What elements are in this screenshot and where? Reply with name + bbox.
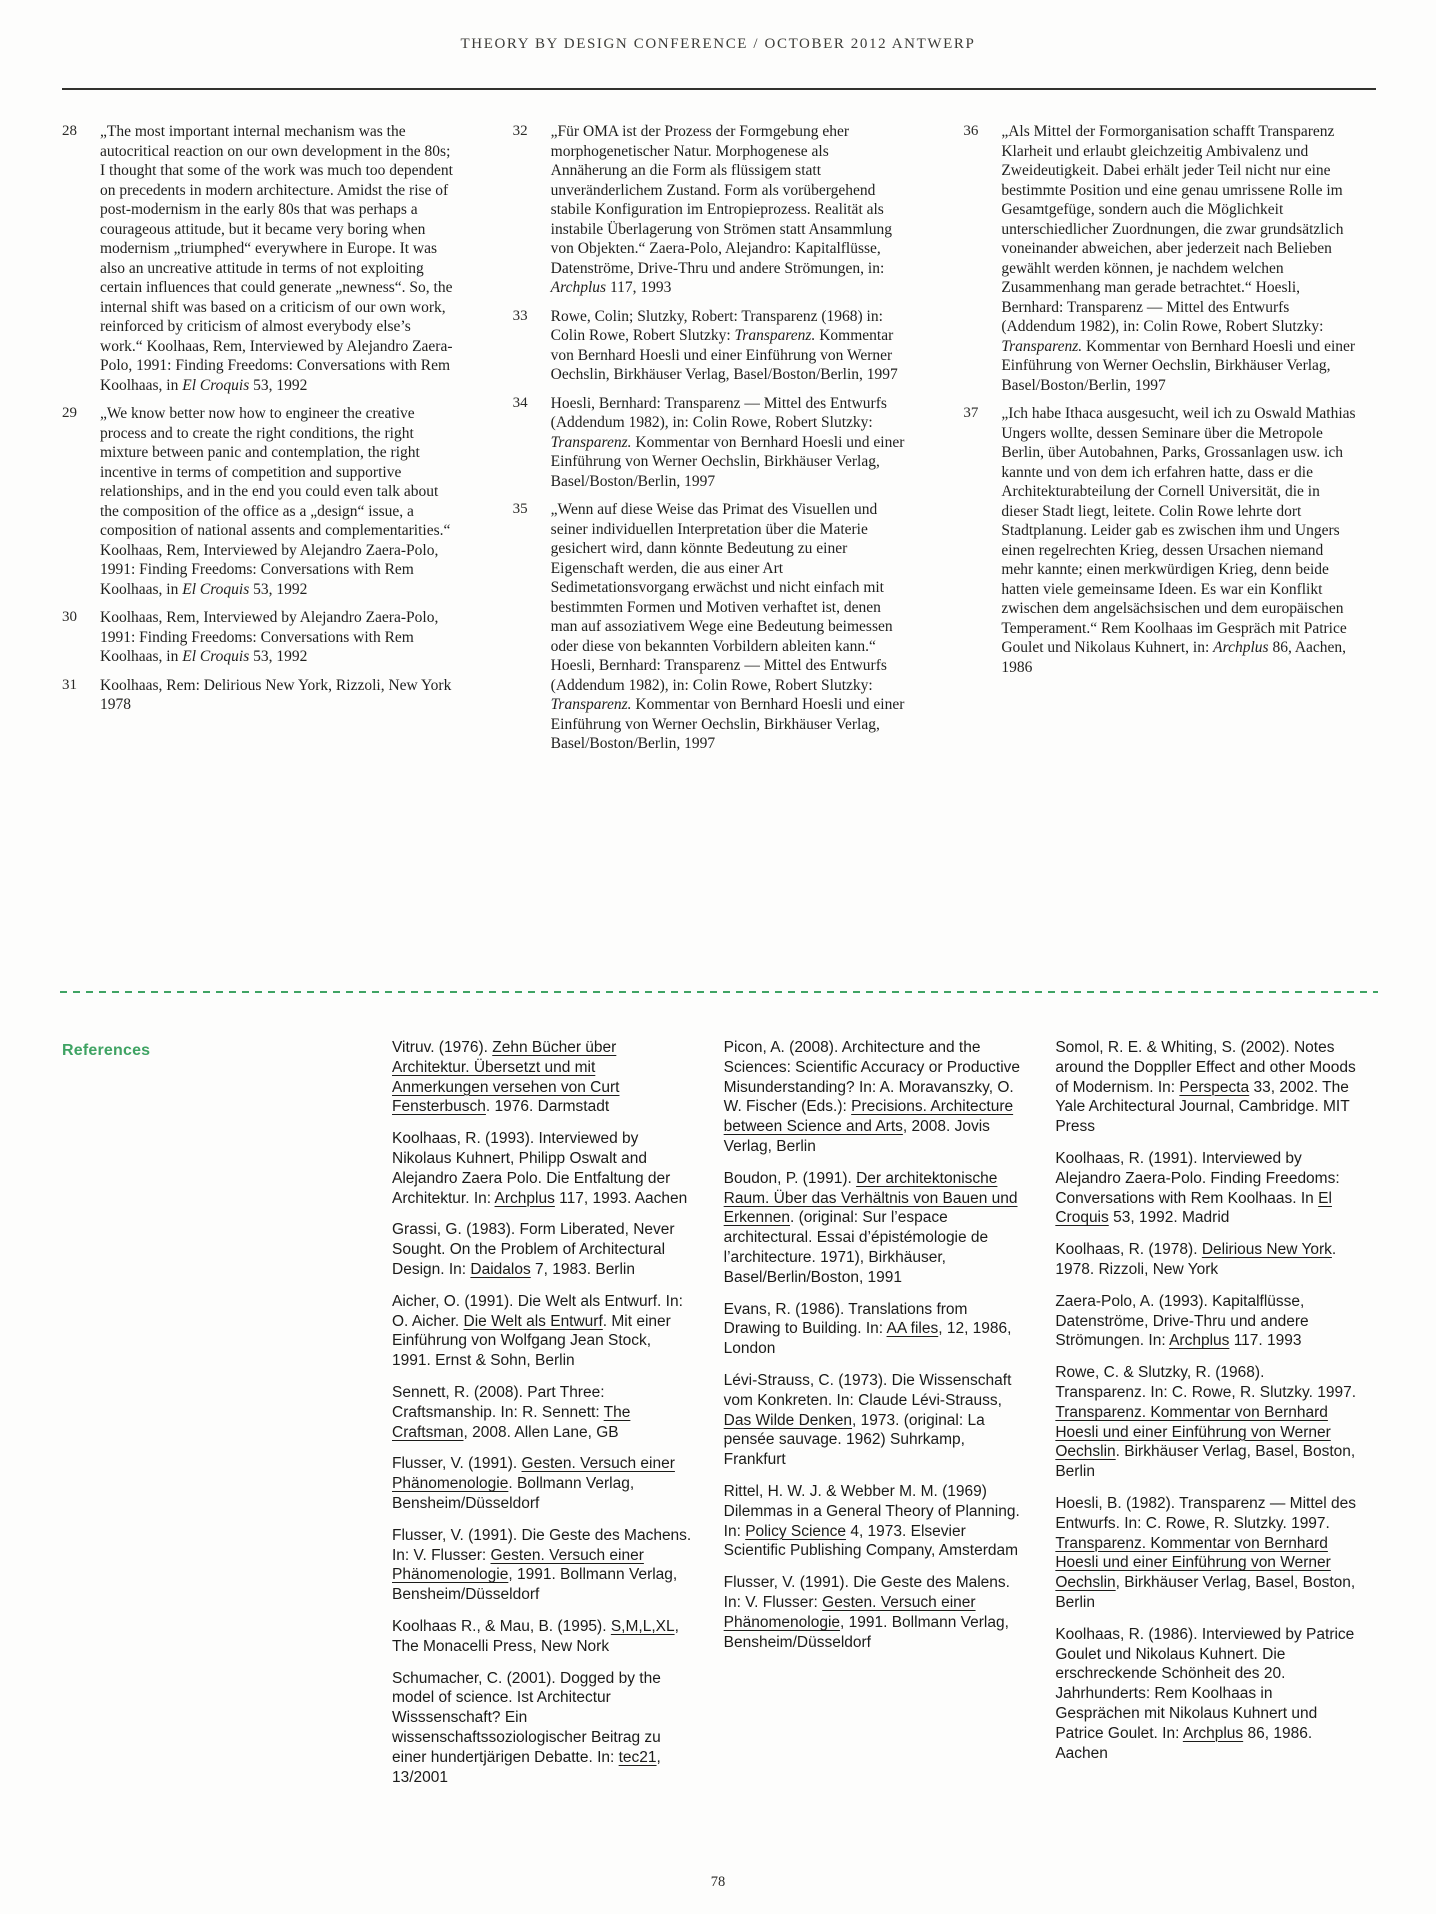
conference-header-title: THEORY BY DESIGN CONFERENCE / OCTOBER 2012 ANTWERP: [460, 36, 976, 52]
text-segment: , 1973. (original: La pensée sauvage. 1962) Suhrkamp, Frankfurt: [723, 1411, 985, 1469]
text-segment: „We know better now how to engineer the creative process and to create the right conditions, the right mixture between panic and contemplation, the right incentive in terms of competition and supportive relationships, and in the end you could even talk about the composition of the office as a „design“ issue, a composition of national assents and complementarities.“ Koolhaas, Rem, Interviewed by Alejandro Zaera-Polo, 1991: Finding Freedoms: Conversations with Rem Koolhaas, in: [100, 405, 451, 598]
references-column: [1055, 1038, 1356, 1799]
underlined-title: Gesten. Versuch einer Phänomenologie: [392, 1546, 644, 1584]
header-rule: [62, 88, 1376, 90]
text-segment: „Wenn auf diese Weise das Primat des Visuellen und seiner individuellen Interpretation über die Materie gesichert wird, dann könnte Bedeutung zu einer Eigenschaft werden, die aus einer Art Sedimetationsvorgang erwächst und nicht einfach mit bestimmten Formen und Motiven verhaftet ist, denen man auf assoziativem Wege eine Bedeutung beimessen oder diese von bekannten Vorbildern ableiten kann.“ Hoesli, Bernhard: Transparenz — Mittel des Entwurfs (Addendum 1982), in: Colin Rowe, Robert Slutzky:: [550, 501, 893, 694]
reference-entry: [392, 1038, 693, 1117]
endnote: [62, 122, 455, 395]
underlined-title: Der architektonische Raum. Über das Verhältnis von Bauen und Erkennen: [723, 1169, 1018, 1227]
reference-entry: [1055, 1292, 1356, 1351]
text-segment: Rowe, Colin; Slutzky, Robert: Transparenz (1968) in: Colin Rowe, Robert Slutzky:: [550, 307, 883, 344]
italic-title: Transparenz.: [550, 696, 632, 713]
italic-title: Transparenz.: [1001, 337, 1083, 355]
text-segment: 4, 1973. Elsevier Scientific Publishing Company, Amsterdam: [723, 1522, 1019, 1560]
text-segment: Flusser, V. (1991). Die Geste des Machens. In: V. Flusser:: [392, 1526, 692, 1564]
underlined-title: Zehn Bücher über Architektur. Übersetzt und mit Anmerkungen versehen von Curt Fensterbusch: [392, 1039, 620, 1116]
underlined-title: AA files: [886, 1320, 939, 1338]
references-columns: [392, 1038, 1356, 1799]
references-label: References: [62, 1042, 151, 1059]
text-segment: 117, 1993. Aachen: [554, 1189, 688, 1207]
text-segment: , The Monacelli Press, New Nork: [392, 1617, 679, 1655]
reference-entry: [1055, 1494, 1356, 1613]
note-text: [1001, 404, 1356, 677]
underlined-title: S,M,L,XL: [610, 1617, 675, 1635]
underlined-title: Das Wilde Denken: [723, 1411, 853, 1429]
text-segment: 86, 1986. Aachen: [1055, 1724, 1313, 1762]
note-text: [100, 608, 455, 667]
text-segment: Zaera-Polo, A. (1993). Kapitalflüsse, Datenströme, Drive-Thru und andere Strömungen. In:: [1055, 1292, 1309, 1350]
text-segment: Kommentar von Bernhard Hoesli und einer Einführung von Werner Oechslin, Birkhäuser Verlag, Basel/Boston/Berlin, 1997: [1001, 337, 1356, 394]
note-number: 31: [62, 676, 77, 693]
italic-title: El Croquis: [182, 648, 250, 665]
reference-entry: [392, 1669, 693, 1788]
italic-title: El Croquis: [182, 376, 250, 394]
text-segment: , Birkhäuser Verlag, Basel, Boston, Berlin: [1055, 1574, 1356, 1611]
text-segment: Koolhaas, Rem: Delirious New York, Rizzoli, New York 1978: [100, 676, 452, 713]
text-segment: 117, 1993: [606, 279, 672, 296]
reference-entry: [724, 1482, 1025, 1561]
endnote: [62, 608, 455, 667]
note-text: [551, 500, 906, 754]
endnotes-section: [62, 122, 1356, 763]
note-text: [100, 404, 455, 599]
text-segment: Flusser, V. (1991).: [392, 1455, 522, 1473]
reference-entry: [724, 1371, 1025, 1470]
text-segment: , 2008. Allen Lane, GB: [463, 1423, 619, 1441]
reference-entry: [724, 1169, 1025, 1288]
endnote: [963, 122, 1356, 395]
italic-title: Transparenz.: [734, 327, 816, 344]
underlined-title: Policy Science: [745, 1522, 847, 1540]
reference-entry: [392, 1526, 693, 1605]
underlined-title: Archplus: [494, 1189, 555, 1207]
note-text: [100, 676, 455, 715]
underlined-title: Delirious New York: [1201, 1241, 1332, 1259]
endnote: [513, 500, 906, 754]
text-segment: 117. 1993: [1229, 1332, 1302, 1350]
page-footer: [0, 1874, 1436, 1891]
text-segment: „The most important internal mechanism was the autocritical reaction on our own development in the 80s; I thought that some of the work was much too dependent on precedents in modern architecture. Amidst the rise of post-modernism in the early 80s that was perhaps a courageous attitude, but it became very boring when modernism „triumphed“ everywhere in Europe. It was also an uncreative attitude in terms of not exploiting certain influences that could generate „newness“. So, the internal shift was based on a criticism of our own work, reinforced by criticism of almost everybody else’s work.“ Koolhaas, Rem, Interviewed by Alejandro Zaera-Polo, 1991: Finding Freedoms: Conversations with: [100, 123, 453, 374]
reference-entry: [392, 1292, 693, 1371]
text-segment: . 1978. Rizzoli, New York: [1055, 1241, 1337, 1278]
text-segment: 86, Aachen, 1986: [1001, 639, 1347, 676]
text-segment: , 13/2001: [392, 1748, 661, 1786]
text-segment: Sennett, R. (2008). Part Three: Craftsmanship. In: R. Sennett:: [392, 1383, 605, 1421]
page-number: 78: [710, 1874, 726, 1890]
text-segment: Evans, R. (1986). Translations from Drawing to Building. In:: [723, 1300, 968, 1338]
text-segment: Koolhaas, R. (1991). Interviewed by Alejandro Zaera-Polo. Finding Freedoms: Conversations with Rem Koolhaas. In: [1055, 1149, 1340, 1207]
italic-title: Archplus: [1213, 639, 1269, 656]
text-segment: „Als Mittel der Formorganisation schafft Transparenz Klarheit und erlaubt gleichzeitig Ambivalenz und Zweideutigkeit. Dabei erhält jeder Teil nicht nur eine bestimmte Position und eine genau umrissene Rolle im Gesamtgefüge, sondern auch die Möglichkeit unterschiedlicher Zuordnungen, die zwar grundsätzlich voneinander abweichen, aber jederzeit nach Belieben gewählt werden können, je nachdem welchen Zusammenhang man gerade betrachtet.“ Hoesli, Bernhard: Transparenz — Mittel des Entwurfs (Addendum 1982), in: Colin Rowe, Robert Slutzky:: [1001, 123, 1344, 335]
note-number: 28: [62, 123, 77, 139]
underlined-title: Transparenz. Kommentar von Bernhard Hoesli und einer Einführung von Werner Oechslin: [1055, 1403, 1331, 1461]
text-segment: „Für OMA ist der Prozess der Formgebung eher morphogenetischer Natur. Morphogenese als Annäherung an die Form als flüssigem statt unveränderlichem Zustand. Form als vorübergehend stabile Konfiguration im Entropieprozess. Realität als instabile Überlagerung von Strömen statt Ansammlung von Objekten.“ Zaera-Polo, Alejandro: Kapitalflüsse, Datenströme, Drive-Thru und andere Strömungen, in:: [550, 123, 893, 277]
text-segment: Flusser, V. (1991). Die Geste des Malens. In: V. Flusser:: [723, 1574, 1010, 1611]
endnote: [513, 122, 906, 298]
underlined-title: Archplus: [1169, 1332, 1230, 1350]
italic-title: Transparenz.: [550, 433, 632, 451]
text-segment: 53, 1992: [249, 648, 308, 665]
text-segment: Koolhaas, R. (1978).: [1055, 1241, 1202, 1259]
text-segment: Koolhaas, R. (1986). Interviewed by Patrice Goulet und Nikolaus Kuhnert. Die erschreckende Schönheit des 20. Jahrhunderts: Rem Koolhaas in Gesprächen mit Nikolaus Kuhnert und Patrice Goulet. In:: [1055, 1625, 1355, 1742]
italic-title: El Croquis: [182, 580, 250, 598]
text-segment: Schumacher, C. (2001). Dogged by the model of science. Ist Architectur Wisssenschaft? Ein wissenschaftssoziologischer Beitrag zu einer hundertjärigen Debatte. In:: [392, 1669, 661, 1766]
note-number: 32: [512, 123, 528, 139]
reference-entry: [392, 1220, 693, 1279]
note-number: 34: [512, 394, 528, 411]
notes-column: [513, 122, 906, 763]
text-segment: Koolhaas, Rem, Interviewed by Alejandro Zaera-Polo, 1991: Finding Freedoms: Conversations with Rem Koolhaas, in: [100, 609, 439, 665]
endnote: [62, 404, 455, 599]
text-segment: Aicher, O. (1991). Die Welt als Entwurf. In: O. Aicher.: [392, 1292, 683, 1330]
references-column: [392, 1038, 693, 1799]
endnote: [513, 394, 906, 492]
underlined-title: Gesten. Versuch einer Phänomenologie: [723, 1593, 976, 1631]
reference-entry: [1055, 1038, 1356, 1137]
text-segment: Picon, A. (2008). Architecture and the Sciences: Scientific Accuracy or Productive Misunderstanding? In: A. Moravanszky, O. W. Fischer (Eds.):: [723, 1039, 1021, 1116]
notes-column: [963, 122, 1356, 763]
text-segment: Kommentar von Bernhard Hoesli und einer Einführung von Werner Oechslin, Birkhäuser Verlag, Basel/Boston/Berlin, 1997: [550, 433, 905, 490]
note-number: 36: [963, 123, 979, 139]
text-segment: . 1976. Darmstadt: [485, 1098, 610, 1116]
reference-entry: [724, 1038, 1025, 1157]
underlined-title: Precisions. Architecture between Science and Arts: [723, 1098, 1014, 1136]
text-segment: 53, 1992: [249, 376, 308, 394]
underlined-title: The Craftsman: [392, 1403, 631, 1441]
note-number: 35: [512, 501, 528, 517]
text-segment: , 2008. Jovis Verlag, Berlin: [723, 1118, 990, 1155]
reference-entry: [392, 1617, 693, 1657]
text-segment: . Birkhäuser Verlag, Basel, Boston, Berlin: [1055, 1443, 1356, 1481]
note-number: 30: [62, 609, 77, 625]
references-column: [724, 1038, 1025, 1799]
underlined-title: Daidalos: [470, 1260, 531, 1278]
text-segment: , 12, 1986, London: [723, 1320, 1012, 1358]
dashed-section-divider: [60, 991, 1378, 993]
note-text: [1001, 122, 1356, 395]
text-segment: „Ich habe Ithaca ausgesucht, weil ich zu Oswald Mathias Ungers wollte, dessen Seminare über die Metropole Berlin, über Autobahnen, Parks, Grossanlagen usw. ich kannte und von dem ich erfahren hatte, dass er die Architekturabteilung der Cornell Universität, die in dieser Stadt liegt, leitete. Colin Rowe lehrte dort Stadtplanung. Leider gab es zwischen ihm und Ungers einen regelrechten Krieg, dessen Ursachen niemand mehr kannte; einen merkwürdigen Krieg, denn beide hatten viele gemeinsame Ideen. Es war ein Konflikt zwischen dem angelsächsischen und dem europäischen Temperament.“ Rem Koolhaas im Gespräch mit Patrice Goulet und Nikolaus Kuhnert, in:: [1001, 405, 1356, 656]
note-text: [551, 394, 906, 492]
text-segment: Lévi-Strauss, C. (1973). Die Wissenschaft vom Konkreten. In: Claude Lévi-Strauss,: [723, 1371, 1012, 1409]
reference-entry: [724, 1300, 1025, 1359]
reference-entry: [1055, 1240, 1356, 1280]
note-number: 33: [512, 307, 528, 324]
text-segment: Rem Koolhaas, in: [100, 357, 451, 394]
reference-entry: [1055, 1625, 1356, 1764]
text-segment: Grassi, G. (1983). Form Liberated, Never Sought. On the Problem of Architectural Design. In:: [392, 1221, 675, 1278]
text-segment: , 1991. Bollmann Verlag, Bensheim/Düsseldorf: [392, 1566, 678, 1604]
text-segment: Rittel, H. W. J. & Webber M. M. (1969) Dilemmas in a General Theory of Planning. In:: [723, 1482, 1020, 1540]
text-segment: Rowe, C. & Slutzky, R. (1968). Transparenz. In: C. Rowe, R. Slutzky. 1997.: [1055, 1364, 1356, 1401]
reference-entry: [392, 1454, 693, 1513]
text-segment: Hoesli, Bernhard: Transparenz — Mittel des Entwurfs (Addendum 1982), in: Colin Rowe, Robert Slutzky:: [550, 394, 887, 431]
underlined-title: Archplus: [1182, 1724, 1244, 1742]
reference-entry: [724, 1573, 1025, 1652]
endnote: [62, 676, 455, 715]
note-number: 29: [62, 405, 77, 421]
underlined-title: Transparenz. Kommentar von Bernhard Hoesli und einer Einführung von Werner Oechslin: [1055, 1534, 1331, 1592]
note-number: 37: [963, 405, 979, 421]
text-segment: Koolhaas, R. (1993). Interviewed by Nikolaus Kuhnert, Philipp Oswalt and Alejandro Zaera Polo. Die Entfaltung der Architektur. In:: [392, 1130, 671, 1207]
text-segment: 53, 1992: [249, 580, 308, 598]
text-segment: 33, 2002. The Yale Architectural Journal, Cambridge. MIT Press: [1055, 1078, 1350, 1136]
note-text: [551, 307, 906, 385]
underlined-title: Perspecta: [1179, 1078, 1250, 1096]
note-text: [551, 122, 906, 298]
text-segment: . Mit einer Einführung von Wolfgang Jean Stock, 1991. Ernst & Sohn, Berlin: [392, 1312, 671, 1370]
text-segment: Hoesli, B. (1982). Transparenz — Mittel des Entwurfs. In: C. Rowe, R. Slutzky. 1997.: [1055, 1494, 1356, 1532]
text-segment: Somol, R. E. & Whiting, S. (2002). Notes around the Doppller Effect and other Moods of Modernism. In:: [1055, 1039, 1356, 1096]
reference-entry: [392, 1383, 693, 1442]
note-text: [100, 122, 455, 395]
text-segment: . Bollmann Verlag, Bensheim/Düsseldorf: [392, 1475, 635, 1512]
text-segment: Kommentar von Bernhard Hoesli und einer Einführung von Werner Oechslin, Birkhäuser Verlag, Basel/Boston/Berlin, 1997: [550, 327, 898, 383]
text-segment: Kommentar von Bernhard Hoesli und einer Einführung von Werner Oechslin, Birkhäuser Verlag, Basel/Boston/Berlin, 1997: [550, 696, 905, 752]
underlined-title: tec21: [618, 1748, 657, 1766]
reference-entry: [392, 1129, 693, 1208]
text-segment: 7, 1983. Berlin: [530, 1260, 635, 1278]
text-segment: Vitruv. (1976).: [392, 1039, 493, 1056]
text-segment: , 1991. Bollmann Verlag, Bensheim/Düsseldorf: [723, 1613, 1009, 1651]
notes-column: [62, 122, 455, 763]
text-segment: Boudon, P. (1991).: [723, 1169, 857, 1187]
underlined-title: El Croquis: [1055, 1189, 1332, 1227]
text-segment: 53, 1992. Madrid: [1108, 1209, 1230, 1227]
italic-title: Archplus: [550, 279, 607, 296]
text-segment: Koolhaas R., & Mau, B. (1995).: [392, 1617, 611, 1635]
reference-entry: [1055, 1149, 1356, 1228]
underlined-title: Gesten. Versuch einer Phänomenologie: [392, 1455, 675, 1493]
endnote: [513, 307, 906, 385]
underlined-title: Die Welt als Entwurf: [463, 1312, 603, 1330]
text-segment: . (original: Sur l’espace architectural. Essai d’épistémologie de l’architecture. 1971), Birkhäuser, Basel/Berlin/Boston, 1991: [723, 1209, 989, 1286]
reference-entry: [1055, 1363, 1356, 1482]
endnote: [963, 404, 1356, 677]
